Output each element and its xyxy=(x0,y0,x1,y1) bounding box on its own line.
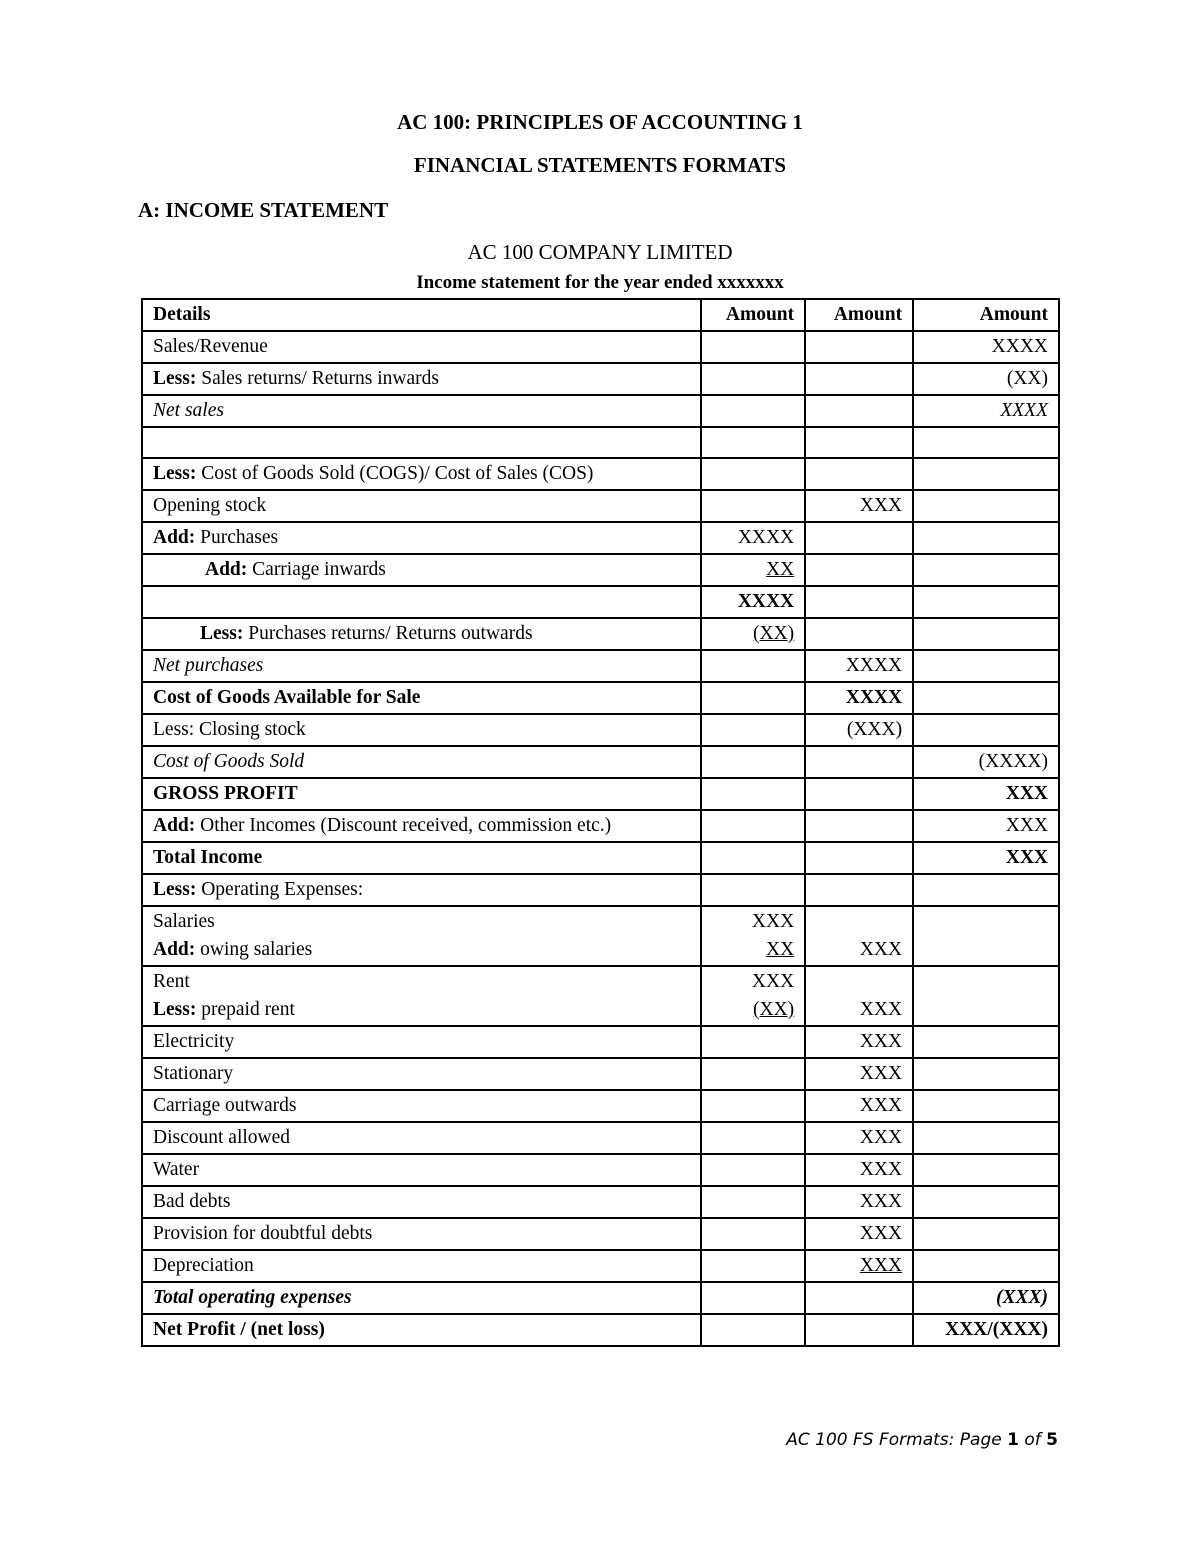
row-label: Net Profit / (net loss) xyxy=(142,1314,701,1346)
row-amount: XXX xyxy=(805,490,913,522)
row-net-sales xyxy=(142,395,1059,427)
row-water xyxy=(142,1154,1059,1186)
row-amount: XXX xyxy=(805,906,913,966)
company-name: AC 100 COMPANY LIMITED xyxy=(467,240,733,264)
row-opening-stock xyxy=(142,490,1059,522)
row-label: Opening stock xyxy=(142,490,701,522)
row-amount: XXXX xyxy=(913,395,1059,427)
row-label: Add: Other Incomes (Discount received, commission etc.) xyxy=(142,810,701,842)
statement-title: Income statement for the year ended xxxxxxx xyxy=(416,272,784,293)
row-gross-profit xyxy=(142,778,1059,810)
row-amount: XXX xyxy=(913,810,1059,842)
row-other-income xyxy=(142,810,1059,842)
row-label: Less: Sales returns/ Returns inwards xyxy=(142,363,701,395)
row-blank xyxy=(142,427,1059,458)
row-amount: XXX xyxy=(805,1090,913,1122)
row-returns-outwards xyxy=(142,618,1059,650)
row-label: Net sales xyxy=(142,395,701,427)
row-carriage-inwards xyxy=(142,554,1059,586)
row-returns-inwards xyxy=(142,363,1059,395)
table-header-row xyxy=(142,299,1059,331)
row-depreciation xyxy=(142,1250,1059,1282)
row-total-operating-expenses xyxy=(142,1282,1059,1314)
row-amount: XXXX xyxy=(913,331,1059,363)
row-amount: XXX xyxy=(805,1058,913,1090)
row-label: GROSS PROFIT xyxy=(142,778,701,810)
row-closing-stock xyxy=(142,714,1059,746)
row-amount: XXXX xyxy=(805,682,913,714)
header-amount-1: Amount xyxy=(701,299,805,331)
row-net-profit xyxy=(142,1314,1059,1346)
row-label: Add: Purchases xyxy=(142,522,701,554)
footer-of: of xyxy=(1024,1430,1041,1450)
row-amount: XXX xyxy=(805,966,913,1026)
formats-title: FINANCIAL STATEMENTS FORMATS xyxy=(413,153,787,177)
row-amount: XXXX xyxy=(701,586,805,618)
row-label: Net purchases xyxy=(142,650,701,682)
header-details: Details xyxy=(142,299,701,331)
footer-prefix: AC 100 FS Formats: Page xyxy=(786,1430,1002,1450)
row-amount: (XX) xyxy=(701,618,805,650)
row-label: Water xyxy=(142,1154,701,1186)
row-label: Add: Carriage inwards xyxy=(142,554,701,586)
row-label: Cost of Goods Sold xyxy=(142,746,701,778)
row-label: Less: Cost of Goods Sold (COGS)/ Cost of Sales (COS) xyxy=(142,458,701,490)
row-total-income xyxy=(142,842,1059,874)
row-discount-allowed xyxy=(142,1122,1059,1154)
row-net-purchases xyxy=(142,650,1059,682)
row-stationary xyxy=(142,1058,1059,1090)
row-amount: XXX xyxy=(805,1026,913,1058)
row-amount: (XXX) xyxy=(805,714,913,746)
row-label: Less: Closing stock xyxy=(142,714,701,746)
row-amount: XXX xyxy=(913,842,1059,874)
row-amount: (XXX) xyxy=(913,1282,1059,1314)
row-label: Discount allowed xyxy=(142,1122,701,1154)
row-amount: XXX (XX) xyxy=(701,966,805,1026)
row-label: Rent Less: prepaid rent xyxy=(142,966,701,1026)
row-amount: XXX xyxy=(805,1186,913,1218)
footer-page-number: 1 xyxy=(1007,1430,1019,1450)
row-cogs xyxy=(142,746,1059,778)
row-label: Less: Purchases returns/ Returns outwards xyxy=(142,618,701,650)
row-sales xyxy=(142,331,1059,363)
row-label: Sales/Revenue xyxy=(142,331,701,363)
row-label: Carriage outwards xyxy=(142,1090,701,1122)
row-purchases xyxy=(142,522,1059,554)
row-amount: XXX xyxy=(805,1154,913,1186)
footer-total-pages: 5 xyxy=(1046,1430,1058,1450)
row-amount: XX xyxy=(701,554,805,586)
course-title: AC 100: PRINCIPLES OF ACCOUNTING 1 xyxy=(397,110,803,134)
row-amount: XXXX xyxy=(701,522,805,554)
row-label: Salaries Add: owing salaries xyxy=(142,906,701,966)
row-label: Depreciation xyxy=(142,1250,701,1282)
row-label: Total operating expenses xyxy=(142,1282,701,1314)
row-label: Total Income xyxy=(142,842,701,874)
header-amount-3: Amount xyxy=(913,299,1059,331)
row-amount: XXX XX xyxy=(701,906,805,966)
row-electricity xyxy=(142,1026,1059,1058)
row-purchases-subtotal xyxy=(142,586,1059,618)
row-amount: XXX xyxy=(913,778,1059,810)
row-amount: (XX) xyxy=(913,363,1059,395)
row-label: Less: Operating Expenses: xyxy=(142,874,701,906)
page-footer xyxy=(786,1430,1058,1450)
row-cogs-heading xyxy=(142,458,1059,490)
row-amount: XXX xyxy=(805,1218,913,1250)
row-goods-available xyxy=(142,682,1059,714)
row-rent xyxy=(142,966,1059,1026)
row-amount: XXX xyxy=(805,1122,913,1154)
row-salaries xyxy=(142,906,1059,966)
row-amount: XXXX xyxy=(805,650,913,682)
header-amount-2: Amount xyxy=(805,299,913,331)
row-label: Bad debts xyxy=(142,1186,701,1218)
row-amount: XXX xyxy=(805,1250,913,1282)
row-label: Stationary xyxy=(142,1058,701,1090)
row-bad-debts xyxy=(142,1186,1059,1218)
section-title: A: INCOME STATEMENT xyxy=(138,198,389,222)
row-label: Provision for doubtful debts xyxy=(142,1218,701,1250)
row-provision-doubtful-debts xyxy=(142,1218,1059,1250)
row-label: Cost of Goods Available for Sale xyxy=(142,682,701,714)
row-opex-heading xyxy=(142,874,1059,906)
row-amount: (XXXX) xyxy=(913,746,1059,778)
row-carriage-outwards xyxy=(142,1090,1059,1122)
income-statement-table xyxy=(141,298,1060,1347)
row-amount: XXX/(XXX) xyxy=(913,1314,1059,1346)
row-label: Electricity xyxy=(142,1026,701,1058)
